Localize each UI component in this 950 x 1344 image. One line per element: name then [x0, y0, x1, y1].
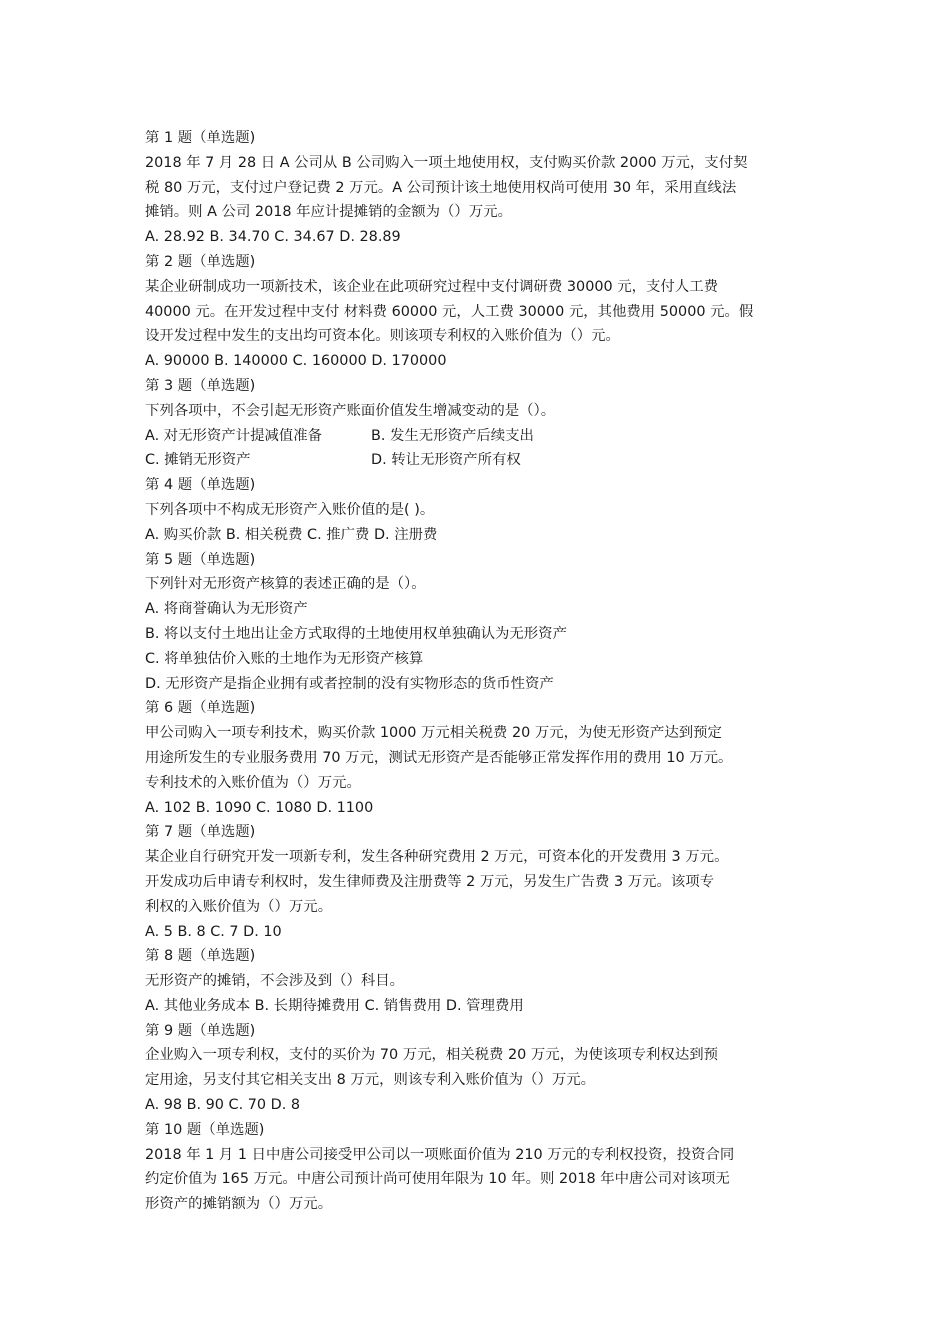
document-page	[145, 126, 825, 1217]
question-stem-line: 下列各项中不构成无形资产入账价值的是( )。	[145, 501, 435, 518]
option-d: D. 转让无形资产所有权	[371, 452, 521, 469]
question-stem-line: 开发成功后申请专利权时，发生律师费及注册费等 2 万元，另发生广告费 3 万元。该项专	[145, 873, 715, 890]
question-stem-line: 专利技术的入账价值为（）万元。	[145, 774, 361, 791]
question-header: 第 6 题（单选题)	[145, 700, 256, 717]
question-10	[145, 1118, 825, 1217]
option-a: A. 将商誉确认为无形资产	[145, 601, 308, 618]
question-4	[145, 473, 825, 547]
question-stem-line: 用途所发生的专业服务费用 70 万元，测试无形资产是否能够正常发挥作用的费用 10 万元。	[145, 749, 733, 766]
question-stem-line: 甲公司购入一项专利技术，购买价款 1000 万元相关税费 20 万元，为使无形资产达到预定	[145, 725, 722, 742]
question-stem-line: 形资产的摊销额为（）万元。	[145, 1196, 333, 1213]
option-c: C. 摊销无形资产	[145, 452, 251, 469]
question-header: 第 10 题（单选题)	[145, 1121, 265, 1138]
question-stem-line: 2018 年 7 月 28 日 A 公司从 B 公司购入一项土地使用权，支付购买价款 2000 万元，支付契	[145, 154, 748, 171]
question-options: A. 5 B. 8 C. 7 D. 10	[145, 923, 282, 940]
question-options: A. 其他业务成本 B. 长期待摊费用 C. 销售费用 D. 管理费用	[145, 997, 524, 1014]
question-stem-line: 下列各项中，不会引起无形资产账面价值发生增减变动的是（）。	[145, 402, 556, 419]
question-stem-line: 某企业研制成功一项新技术，该企业在此项研究过程中支付调研费 30000 元，支付人工费	[145, 278, 718, 295]
question-stem-line: 40000 元。在开发过程中支付 材料费 60000 元，人工费 30000 元，其他费用 50000 元。假	[145, 303, 754, 320]
question-header: 第 3 题（单选题)	[145, 377, 256, 394]
question-stem-line: 摊销。则 A 公司 2018 年应计提摊销的金额为（）万元。	[145, 204, 512, 221]
question-options: A. 购买价款 B. 相关税费 C. 推广费 D. 注册费	[145, 526, 438, 543]
question-header: 第 5 题（单选题)	[145, 551, 256, 568]
question-stem-line: 下列针对无形资产核算的表述正确的是（）。	[145, 576, 426, 593]
question-stem-line: 定用途，另支付其它相关支出 8 万元，则该专利入账价值为（）万元。	[145, 1072, 596, 1089]
option-d: D. 无形资产是指企业拥有或者控制的没有实物形态的货币性资产	[145, 675, 554, 692]
question-header: 第 2 题（单选题)	[145, 253, 256, 270]
option-a: A. 对无形资产计提减值准备	[145, 427, 323, 444]
question-stem-line: 利权的入账价值为（）万元。	[145, 898, 333, 915]
question-7	[145, 820, 825, 944]
option-row	[145, 424, 825, 449]
option-b: B. 发生无形资产后续支出	[371, 427, 534, 444]
question-options: A. 90000 B. 140000 C. 160000 D. 170000	[145, 353, 447, 370]
option-c: C. 将单独估价入账的土地作为无形资产核算	[145, 650, 424, 667]
question-stem-line: 某企业自行研究开发一项新专利，发生各种研究费用 2 万元，可资本化的开发费用 3 万元。	[145, 849, 729, 866]
question-options: A. 102 B. 1090 C. 1080 D. 1100	[145, 799, 374, 816]
option-b: B. 将以支付土地出让金方式取得的土地使用权单独确认为无形资产	[145, 625, 567, 642]
question-5	[145, 548, 825, 697]
question-header: 第 4 题（单选题)	[145, 477, 256, 494]
question-header: 第 8 题（单选题)	[145, 948, 256, 965]
question-stem-line: 2018 年 1 月 1 日中唐公司接受甲公司以一项账面价值为 210 万元的专利权投资，投资合同	[145, 1146, 735, 1163]
option-row	[145, 448, 825, 473]
question-9	[145, 1019, 825, 1118]
question-3	[145, 374, 825, 473]
question-stem-line: 约定价值为 165 万元。中唐公司预计尚可使用年限为 10 年。则 2018 年中唐公司对该项无	[145, 1171, 730, 1188]
question-8	[145, 944, 825, 1018]
question-header: 第 1 题（单选题)	[145, 130, 256, 146]
question-6	[145, 696, 825, 820]
question-2	[145, 250, 825, 374]
question-options: A. 98 B. 90 C. 70 D. 8	[145, 1097, 301, 1114]
question-stem-line: 企业购入一项专利权，支付的买价为 70 万元，相关税费 20 万元，为使该项专利权达到预	[145, 1047, 718, 1064]
question-header: 第 9 题（单选题)	[145, 1022, 256, 1039]
question-stem-line: 设开发过程中发生的支出均可资本化。则该项专利权的入账价值为（）元。	[145, 328, 620, 345]
question-options: A. 28.92 B. 34.70 C. 34.67 D. 28.89	[145, 229, 401, 246]
question-stem-line: 税 80 万元，支付过户登记费 2 万元。A 公司预计该土地使用权尚可使用 30 年，采用直线法	[145, 179, 737, 196]
question-header: 第 7 题（单选题)	[145, 824, 256, 841]
question-stem-line: 无形资产的摊销，不会涉及到（）科目。	[145, 973, 405, 990]
question-1	[145, 126, 825, 250]
